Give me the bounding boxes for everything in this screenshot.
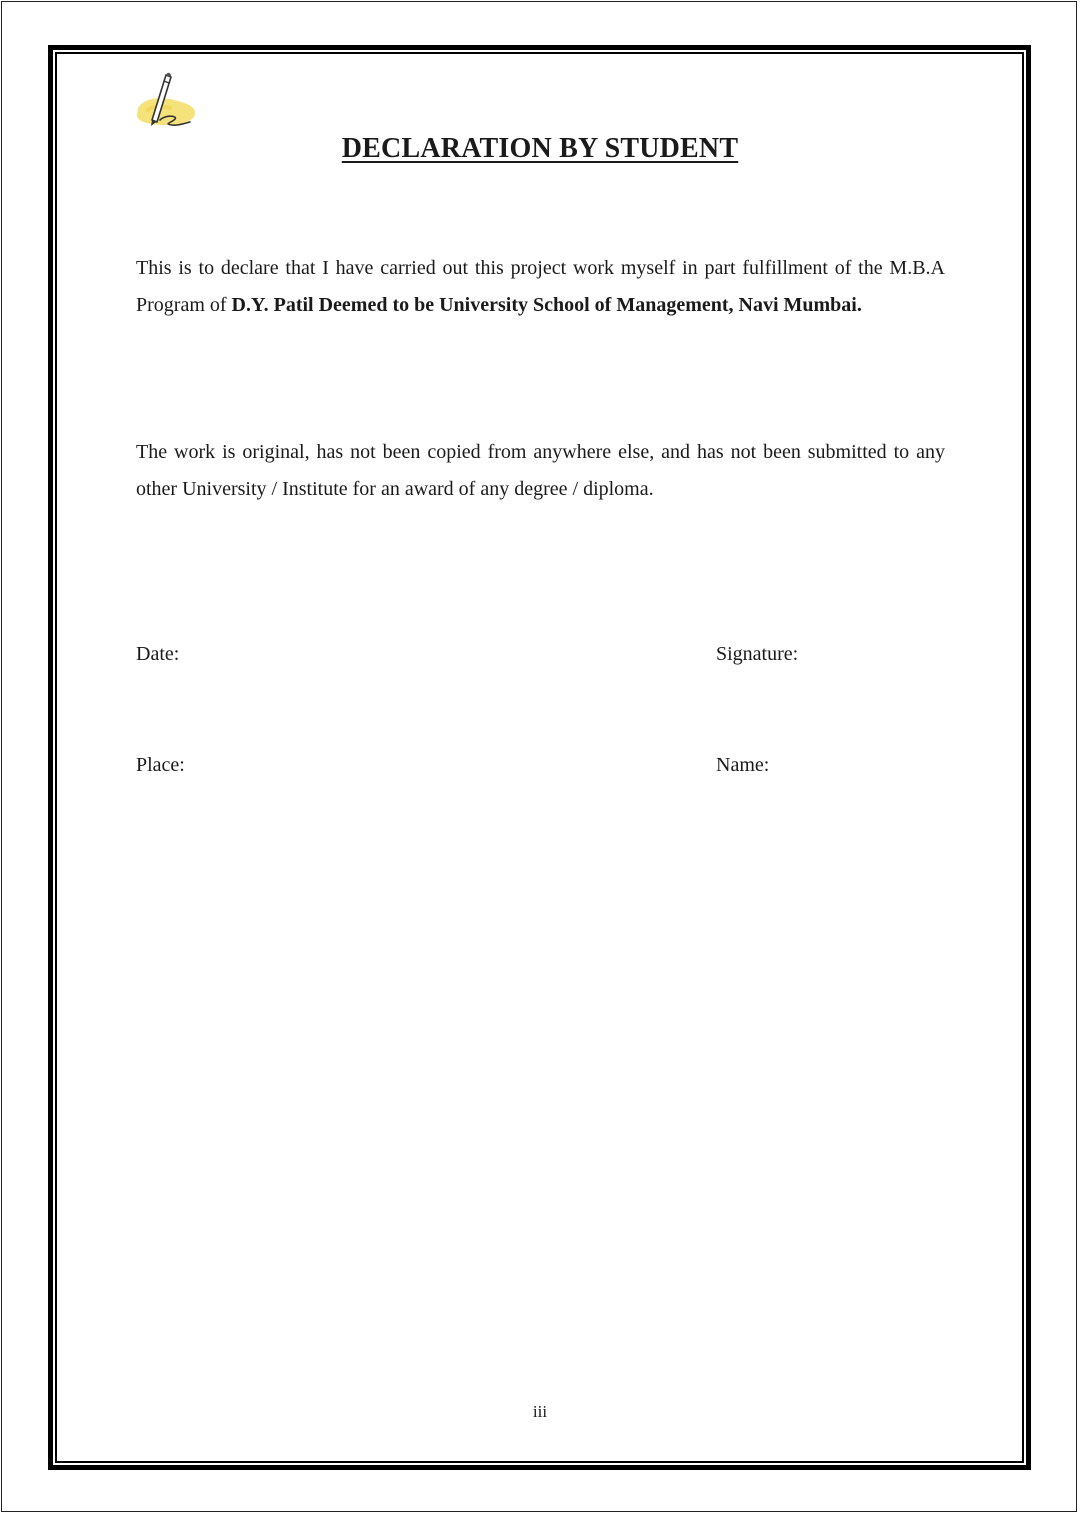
- originality-paragraph: The work is original, has not been copied from anywhere else, and has not been submitted to any other University / Institute for an award of any degree / diploma.: [136, 441, 945, 500]
- date-label: Date:: [136, 643, 180, 665]
- institution-name: D.Y. Patil Deemed to be University School of Management, Navi Mumbai.: [231, 294, 862, 316]
- signature-label: Signature:: [716, 643, 799, 665]
- page-title: [0, 133, 1080, 165]
- page-number: iii: [532, 1402, 548, 1421]
- declaration-paragraph: [136, 250, 945, 324]
- place-label: Place:: [136, 754, 185, 776]
- pen-signing-icon: [134, 70, 200, 132]
- declaration-text: This is to declare that I have carried out this project work myself in part fulfillment of the M.B.A Program of: [136, 257, 945, 316]
- name-label: Name:: [716, 754, 770, 776]
- page-title-text: DECLARATION BY STUDENT: [341, 133, 739, 164]
